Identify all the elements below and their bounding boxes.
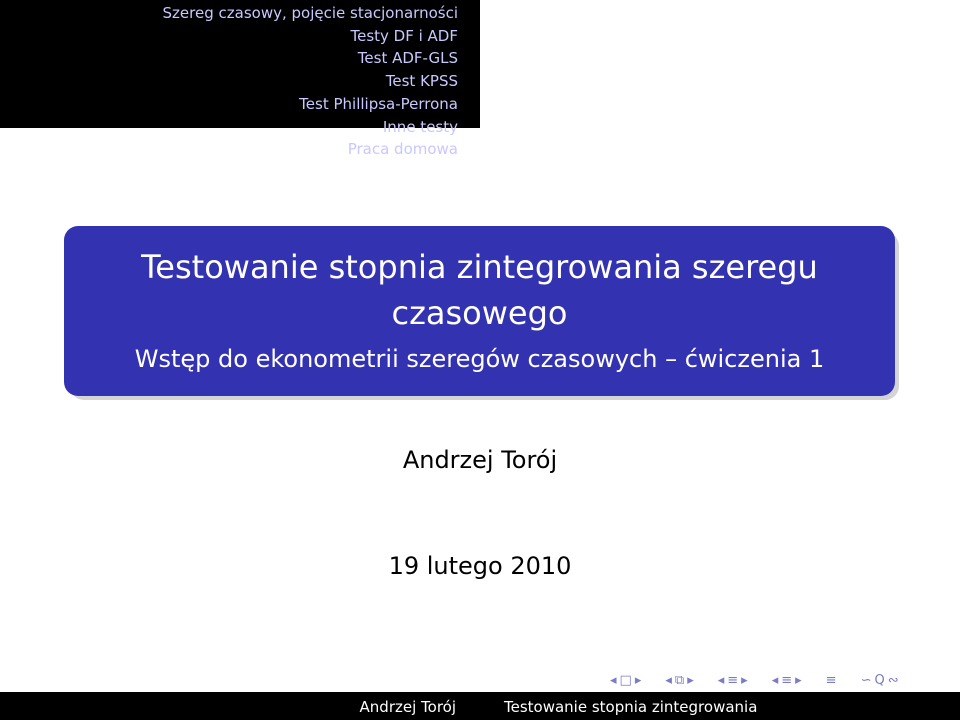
section-navigation-panel [0, 0, 480, 159]
frame-nav-icon-glyph: ▸ [687, 672, 694, 688]
subsection-navigation-panel [480, 0, 960, 128]
presentation-date: 19 lutego 2010 [388, 552, 572, 580]
title-line-1: Testowanie stopnia zintegrowania szeregu [141, 248, 818, 286]
section-navigation-bar [0, 0, 960, 159]
presentation-title [64, 244, 895, 336]
section-nav-icon-glyph: ▸ [795, 672, 802, 688]
align-icon[interactable] [826, 673, 837, 688]
presentation-subtitle: Wstęp do ekonometrii szeregów czasowych – ćwiczenia 1 [134, 345, 825, 373]
align-icon-glyph: ≡ [825, 672, 837, 688]
slide-nav-icon-glyph: ◂ [610, 672, 617, 688]
subsection-nav-icon-glyph: ▸ [741, 672, 748, 688]
frame-nav-icon-glyph: ◂ [665, 672, 672, 688]
footer-title: Testowanie stopnia zintegrowania [480, 692, 960, 720]
search-icon-glyph: ∾ [887, 672, 899, 688]
nav-section-item[interactable]: Testy DF i ADF [350, 26, 458, 45]
title-line-2: czasowego [391, 294, 568, 332]
footer-author: Andrzej Torój [0, 692, 480, 720]
slide-nav-icon-glyph: ▸ [634, 672, 642, 688]
section-nav-icon-glyph: ◂ [771, 672, 779, 688]
search-icon-glyph: ∽ [860, 672, 872, 688]
section-nav-icon-glyph: ≡ [781, 672, 793, 688]
search-icon-glyph: Q [874, 672, 885, 688]
subsection-nav-icon[interactable] [718, 673, 748, 688]
nav-section-item[interactable]: Test Phillipsa-Perrona [299, 94, 458, 113]
title-box [64, 226, 895, 396]
nav-section-item[interactable]: Test KPSS [385, 72, 458, 91]
subsection-nav-icon-glyph: ≡ [727, 672, 739, 688]
nav-section-item[interactable]: Praca domowa [347, 140, 458, 159]
footline [0, 692, 960, 720]
frame-nav-icon[interactable] [665, 673, 693, 688]
nav-section-item[interactable]: Test ADF-GLS [357, 49, 458, 68]
author-name: Andrzej Torój [402, 446, 558, 474]
subsection-nav-icon-glyph: ◂ [717, 672, 725, 688]
section-list [0, 0, 480, 161]
slide-nav-icon-glyph: □ [619, 672, 632, 688]
frame-nav-icon-glyph: ⧉ [674, 672, 685, 688]
section-nav-icon[interactable] [772, 673, 802, 688]
nav-section-item[interactable]: Szereg czasowy, pojęcie stacjonarności [162, 4, 458, 22]
search-icon[interactable] [861, 673, 899, 688]
nav-section-item[interactable]: Inne testy [382, 117, 458, 136]
navigation-symbols [610, 668, 955, 692]
slide-nav-icon[interactable] [610, 673, 641, 688]
